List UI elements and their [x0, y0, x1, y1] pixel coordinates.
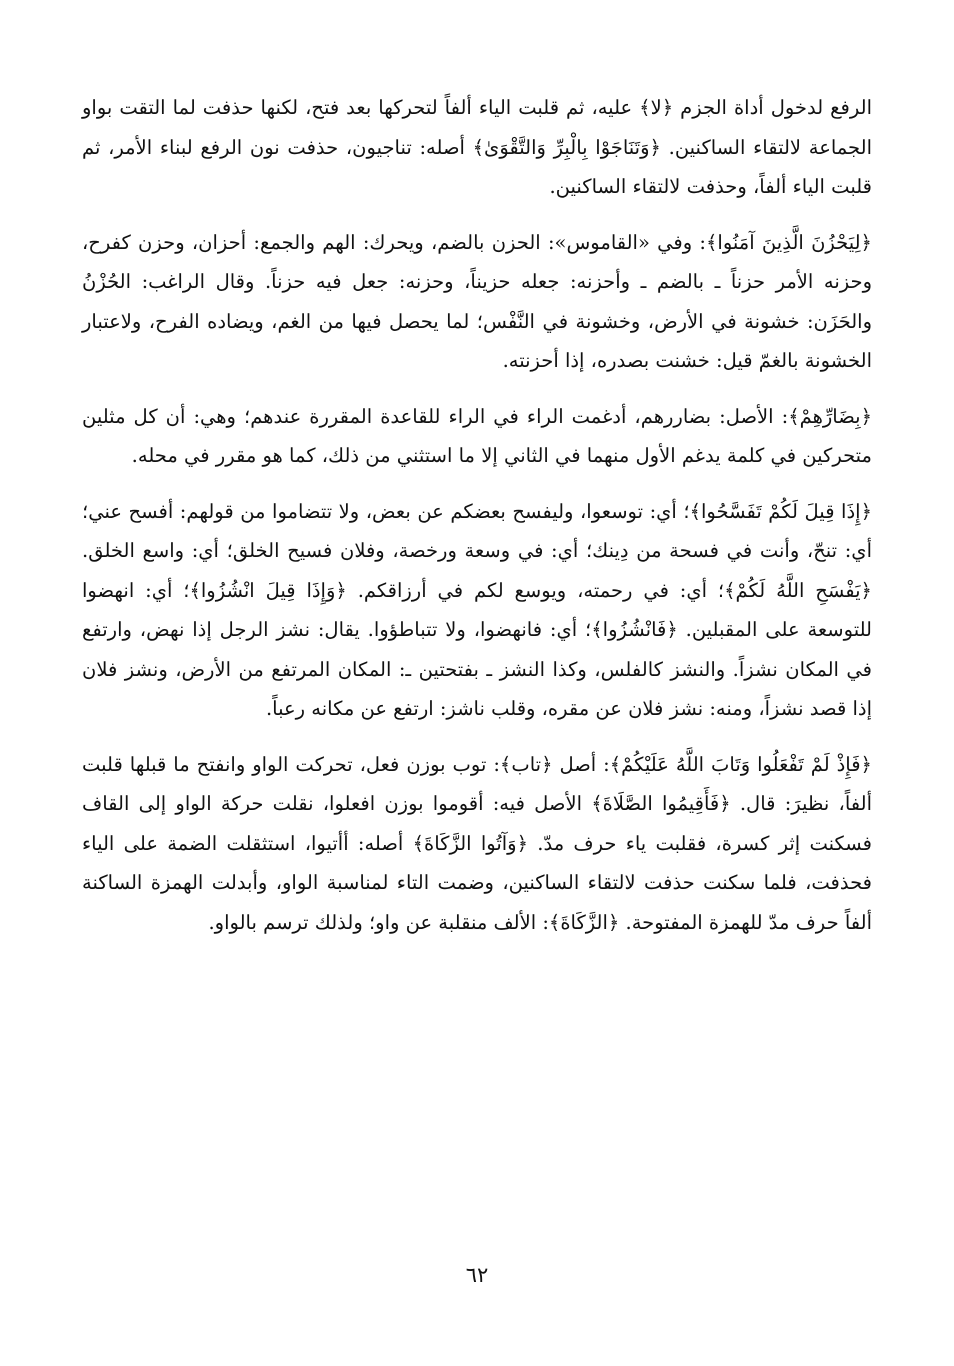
- paragraph-1: الرفع لدخول أداة الجزم ﴿لا﴾ عليه، ثم قلبت الياء ألفاً لتحركها بعد فتح، لكنها حذفت لما التقت بواو الجماعة لالتقاء الساكنين. ﴿وَتَنَاجَوْا بِالْبِرِّ وَالتَّقْوَىٰ﴾ أصله: تناجيون، حذفت نون الرفع لبناء الأمر، ثم قلبت الياء ألفاً، وحذفت لالتقاء الساكنين.: [82, 96, 872, 198]
- page-body: [82, 88, 872, 958]
- paragraph-2: ﴿لِيَحْزُنَ الَّذِينَ آمَنُوا﴾: وفي «القاموس»: الحزن بالضم، ويحرك: الهم والجمع: أحزان، وحزن كفرح، وحزنه الأمر حزناً ـ بالضم ـ وأحزنه: جعله حزيناً، وحزنه: جعل فيه حزناً. وقال الراغب: الحُزْنُ والحَزَن: خشونة في الأرض، وخشونة في النَّفْس؛ لما يحصل فيها من الغم، ويضاده الفرح، ولاعتبار الخشونة بالغمّ قيل: خشنت بصدره، إذا أحزنته.: [82, 230, 872, 372]
- paragraph-5: ﴿فَإِذْ لَمْ تَفْعَلُوا وَتَابَ اللَّهُ عَلَيْكُمْ﴾: أصل ﴿تاب﴾: توب بوزن فعل، تحركت الواو وانفتح ما قبلها قلبت ألفاً، نظيرَ: قال. ﴿فَأَقِيمُوا الصَّلَاةَ﴾ الأصل فيه: أقوموا بوزن افعلوا، نقلت حركة الواو إلى القاف فسكنت إثر كسرة، فقلبت ياء حرف مدّ. ﴿وَآتُوا الزَّكَاةَ﴾ أصله: أأتيوا، استثقلت الضمة على الياء فحذفت، فلما سكنت حذفت لالتقاء الساكنين، وضمت التاء لمناسبة الواو، وأبدلت الهمزة الساكنة ألفاً حرف مدّ للهمزة المفتوحة. ﴿الزَّكَاةَ﴾: الألف منقلبة عن واو؛ ولذلك ترسم بالواو.: [82, 752, 872, 934]
- page-number: ٦٢: [465, 1263, 489, 1287]
- paragraph-3: ﴿بِضَارِّهِمْ﴾: الأصل: بضاررهم، أدغمت الراء في الراء للقاعدة المقررة عندهم؛ وهي: أن كل مثلين متحركين في كلمة يدغم الأول منهما في الثاني إلا ما استثني من ذلك، كما هو مقرر في محله.: [82, 404, 872, 467]
- paragraph-4: ﴿إِذَا قِيلَ لَكُمْ تَفَسَّحُوا﴾؛ أي: توسعوا، وليفسح بعضكم عن بعض، ولا تتضاموا من قولهم: أفسح عني؛ أي: تنحّ، وأنت في فسحة من دِينك؛ أي: في وسعة ورخصة، وفلان فسيح الخلق؛ أي: واسع الخلق. ﴿يَفْسَحِ اللَّهُ لَكُمْ﴾؛ أي: في رحمته، ويوسع لكم في أرزاقكم. ﴿وَإِذَا قِيلَ انْشُزُوا﴾؛ أي: انهضوا للتوسعة على المقبلين. ﴿فَانْشُزُوا﴾؛ أي: فانهضوا، ولا تتباطؤوا. يقال: نشز الرجل إذا نهض، وارتفع في المكان نشزاً. والنشز كالفلس، وكذا النشز ـ بفتحتين ـ: المكان المرتفع من الأرض، ونشز فلان إذا قصد نشزاً، ومنه: نشز فلان عن مقره، وقلب ناشز: ارتفع عن مكانه رعباً.: [82, 499, 872, 720]
